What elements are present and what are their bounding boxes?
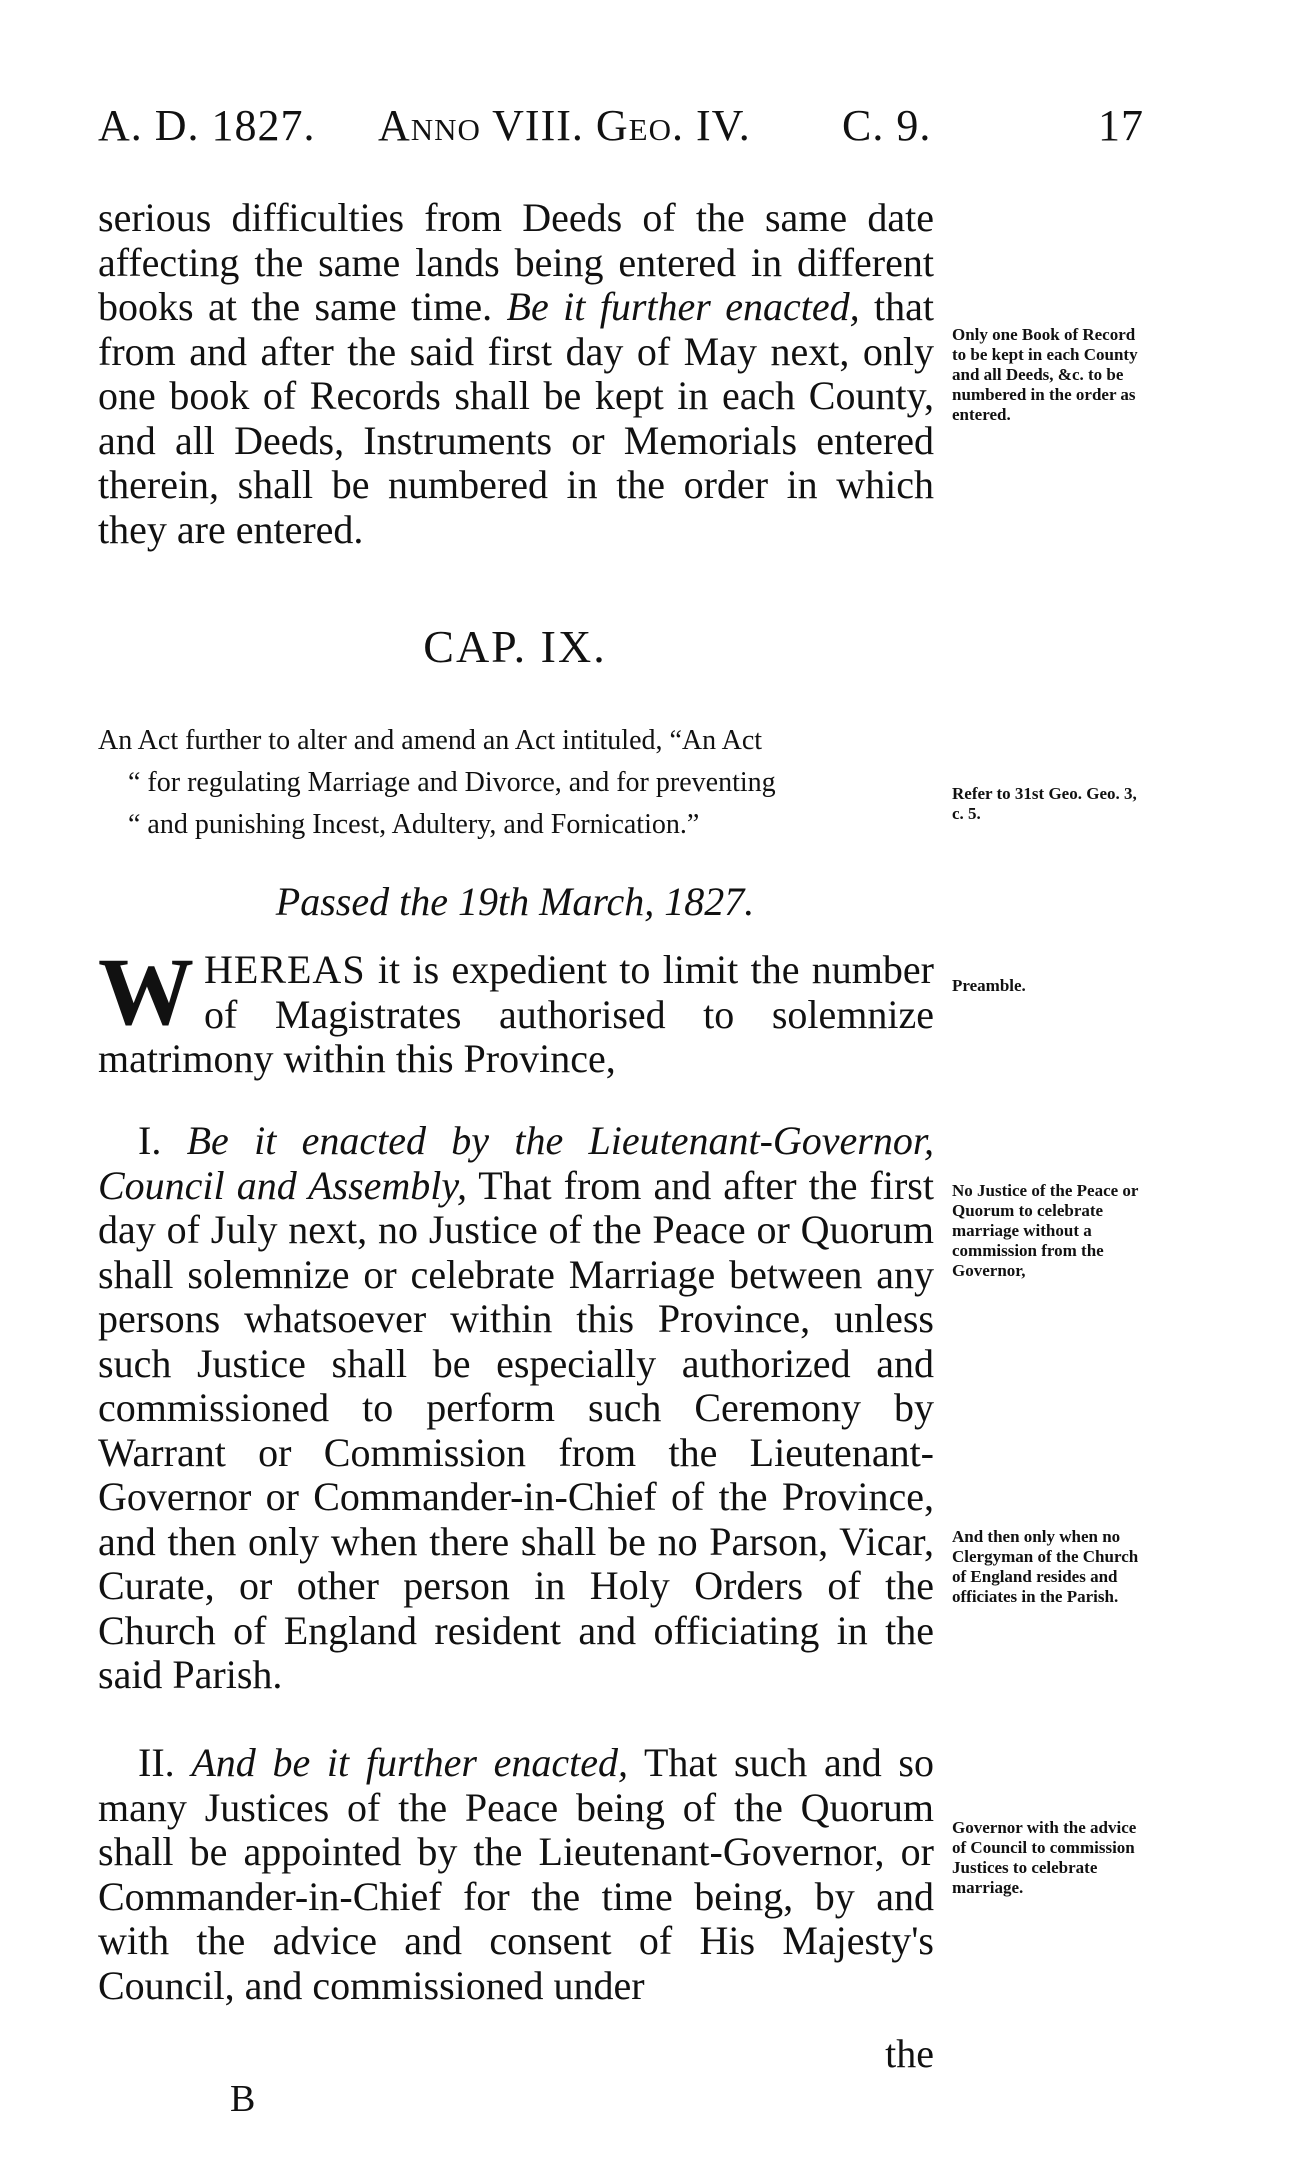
margin-note-justice: No Justice of the Peace or Quorum to celebrate marriage without a commission from the Governor, <box>952 1181 1139 1280</box>
section-1-enacting: Be it enacted by the Lieutenant-Governor, Council and Assembly, <box>98 1118 935 1208</box>
opening-enacted: Be it further enacted, <box>506 284 860 329</box>
preamble-text: it is expedient to limit the number of Magistrates authorised to solemnize matrimony within this Province, <box>98 947 934 1081</box>
header-anno: Anno VIII. Geo. IV. <box>378 101 751 150</box>
margin-note-records: Only one Book of Record to be kept in each County and all Deeds, &c. to be numbered in the order as entered. <box>952 325 1138 424</box>
passed-date: Passed the 19th March, 1827. <box>275 879 755 924</box>
page-number: 17 <box>1098 101 1144 150</box>
margin-note-refer: Refer to 31st Geo. Geo. 3, c. 5. <box>952 784 1137 823</box>
signature-mark: B <box>230 2078 256 2120</box>
margin-note-governor: Governor with the advice of Council to commission Justices to celebrate marriage. <box>952 1818 1137 1897</box>
opening-lead: serious difficulties from Deeds of the same date affecting the same lands being entered in different books at the same time. <box>98 195 934 329</box>
act-title <box>98 720 934 846</box>
section-1 <box>98 1119 934 1698</box>
margin-note-clergyman: And then only when no Clergyman of the Church of England resides and officiates in the Parish. <box>952 1527 1139 1606</box>
section-2-number: II. <box>138 1740 175 1785</box>
section-1-text: That from and after the first day of July next, no Justice of the Peace or Quorum shall solemnize or celebrate Marriage between any persons whatsoever within this Province, unless such Justice shall be especially authorized and commissioned to perform such Ceremony by Warrant or Commission from the Lieutenant-Governor or Commander-in-Chief of the Province, and then only when there shall be no Parson, Vicar, Curate, or other person in Holy Orders of the Church of England resident and officiating in the said Parish. <box>98 1162 934 1697</box>
chapter-title: CAP. IX. <box>423 621 607 672</box>
section-2-enacting: And be it further enacted, <box>191 1740 629 1785</box>
preamble-first-word: HEREAS <box>204 947 366 992</box>
header-chapter: C. 9. <box>842 101 932 150</box>
drop-cap: W <box>98 938 194 1045</box>
act-title-line-3: “ and punishing Incest, Adultery, and Fornication.” <box>128 809 700 840</box>
opening-rest: that from and after the said first day of May next, only one book of Records shall be kept in each County, and all Deeds, Instruments or Memorials entered therein, shall be numbered in the order in which they are entered. <box>98 284 934 552</box>
section-1-number: I. <box>138 1118 162 1163</box>
section-2-text: That such and so many Justices of the Peace being of the Quorum shall be appointed by the Lieutenant-Governor, or Commander-in-Chief for the time being, by and with the advice and consent of His Majesty's Council, and commissioned under <box>98 1740 934 2008</box>
catchword: the <box>885 2031 934 2076</box>
opening-paragraph <box>98 196 934 552</box>
header-year: A. D. 1827. <box>98 101 316 150</box>
act-title-line-1: An Act further to alter and amend an Act intituled, “An Act <box>98 725 763 756</box>
act-title-line-2: “ for regulating Marriage and Divorce, and for preventing <box>128 767 776 798</box>
preamble-paragraph <box>98 938 934 1082</box>
margin-note-preamble: Preamble. <box>952 976 1026 995</box>
section-2 <box>98 1741 934 2008</box>
